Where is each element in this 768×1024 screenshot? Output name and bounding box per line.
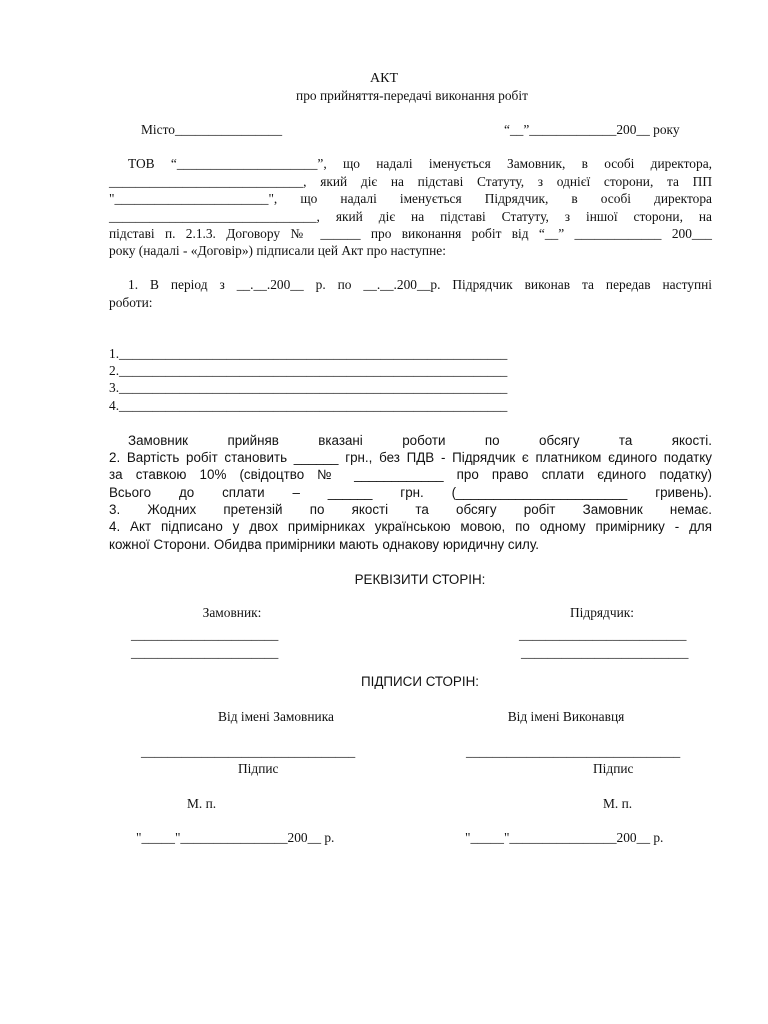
- document-title: АКТ: [370, 71, 398, 86]
- customer-signature-date: "_____"________________200__ р.: [136, 830, 335, 845]
- contractor-signature-date: "_____"________________200__ р.: [465, 830, 664, 845]
- clause-2-line: 2. Вартість робіт становить ______ грн., без ПДВ - Підрядчик є платником єдиного податку: [109, 450, 712, 465]
- customer-requisite-line: ______________________: [131, 627, 279, 642]
- contractor-signature-line: ________________________________: [466, 744, 681, 759]
- customer-label: Замовник:: [202, 605, 262, 620]
- work-item-line: 3.__________________________________________________________: [109, 380, 508, 395]
- requisites-heading: РЕКВІЗИТИ СТОРІН:: [354, 572, 486, 587]
- customer-stamp-mark: М. п.: [187, 796, 217, 811]
- intro-line: _______________________________, який діє на підставі Статуту, з іншої сторони, на: [109, 209, 712, 224]
- work-item-line: 2.__________________________________________________________: [109, 363, 508, 378]
- clause-4-line: 4. Акт підписано у двох примірниках українською мовою, по одному примірнику - для: [109, 519, 712, 534]
- intro-line: ТОВ “_____________________”, що надалі іменується Замовник, в особі директора,: [128, 156, 712, 171]
- customer-signature-label: Підпис: [238, 761, 279, 776]
- contractor-signature-label: Підпис: [593, 761, 634, 776]
- customer-signature-title: Від імені Замовника: [218, 709, 334, 724]
- work-item-line: 4.__________________________________________________________: [109, 398, 508, 413]
- contractor-stamp-mark: М. п.: [603, 796, 633, 811]
- clause-1-line: роботи:: [109, 295, 153, 310]
- intro-line: підставі п. 2.1.3. Договору № ______ про виконання робіт від “__” _____________ 200___: [109, 226, 712, 241]
- document-subtitle: про прийняття-передачі виконання робіт: [296, 88, 528, 103]
- intro-line: року (надалі - «Договір») підписали цей Акт про наступне:: [109, 243, 446, 258]
- clause-3-line: 3. Жодних претензій по якості та обсягу робіт Замовник немає.: [109, 502, 712, 517]
- acceptance-line: Замовник прийняв вказані роботи по обсягу та якості.: [128, 433, 712, 448]
- customer-signature-line: ________________________________: [141, 744, 356, 759]
- intro-line: _____________________________, який діє на підставі Статуту, з однієї сторони, та ПП: [109, 174, 712, 189]
- signatures-heading: ПІДПИСИ СТОРІН:: [361, 674, 479, 689]
- clause-1-line: 1. В період з __.__.200__ р. по __.__.200__р. Підрядчик виконав та передав наступні: [128, 277, 712, 292]
- total-line: Всього до сплати – ______ грн. (_______________________ гривень).: [109, 485, 712, 500]
- date-field: “__”_____________200__ року: [504, 122, 680, 137]
- customer-requisite-line: ______________________: [131, 645, 279, 660]
- clause-2-line: за ставкою 10% (свідоцтво № ____________ про право сплати єдиного податку): [109, 467, 712, 482]
- contractor-requisite-line: _________________________: [521, 645, 689, 660]
- city-field: Місто________________: [141, 122, 283, 137]
- clause-4-line: кожної Сторони. Обидва примірники мають однакову юридичну силу.: [109, 537, 539, 552]
- contractor-signature-title: Від імені Виконавця: [507, 709, 625, 724]
- contractor-label: Підрядчик:: [570, 605, 634, 620]
- intro-line: "_______________________", що надалі іменується Підрядчик, в особі директора: [109, 191, 712, 206]
- contractor-requisite-line: _________________________: [519, 627, 687, 642]
- work-item-line: 1.__________________________________________________________: [109, 346, 508, 361]
